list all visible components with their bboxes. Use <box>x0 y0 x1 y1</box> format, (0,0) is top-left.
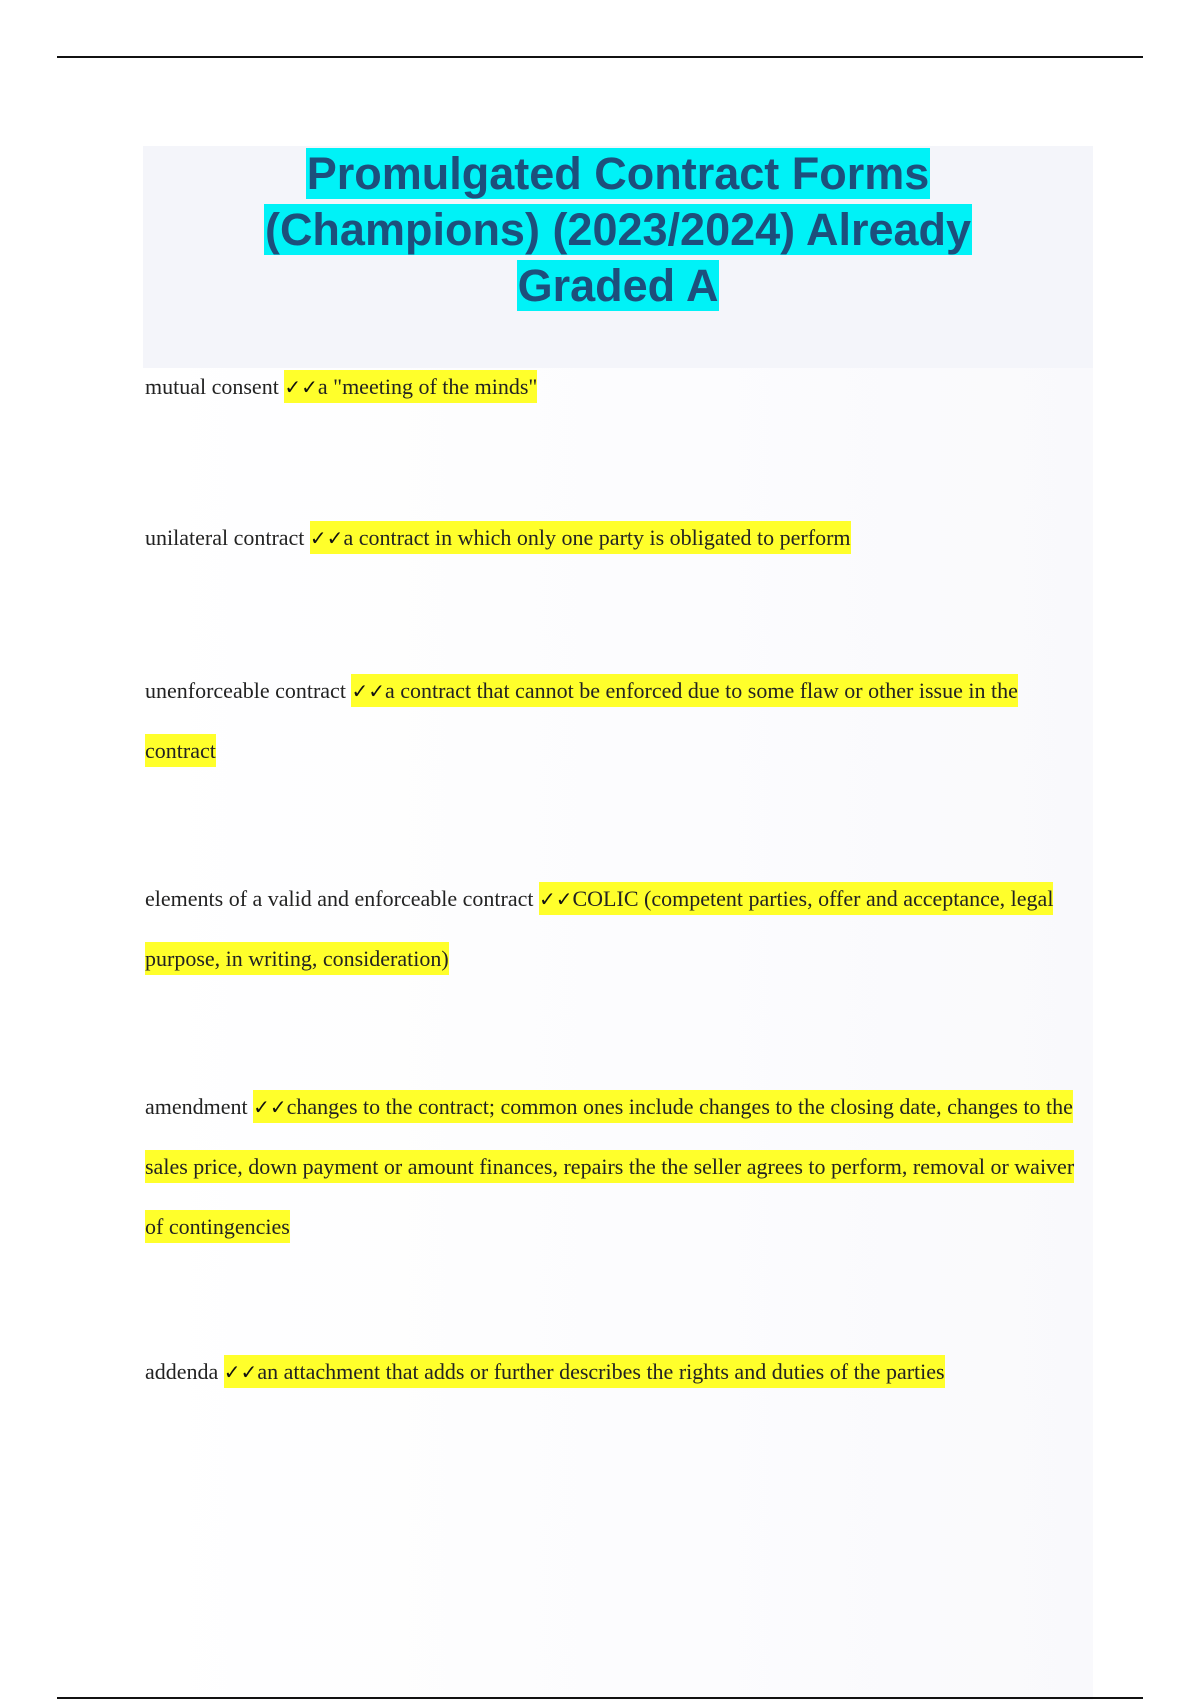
entry-term: unenforceable contract <box>145 678 346 703</box>
double-check-icon: ✓✓ <box>351 679 385 703</box>
double-check-icon: ✓✓ <box>284 375 318 399</box>
entry-definition: a "meeting of the minds" <box>317 374 538 399</box>
flashcard-entry-unenforceable-contract <box>145 661 1085 781</box>
entry-term: addenda <box>145 1359 219 1384</box>
double-check-icon: ✓✓ <box>223 1360 258 1384</box>
flashcard-entry-unilateral-contract <box>145 508 1085 568</box>
entry-definition: COLIC (competent parties, offer and acceptance, legal purpose, in writing, consideration) <box>145 886 1054 971</box>
entry-definition: a contract in which only one party is obligated to perform <box>343 525 851 550</box>
double-check-icon: ✓✓ <box>309 526 344 550</box>
entry-term: elements of a valid and enforceable contract <box>145 886 534 911</box>
top-rule <box>57 56 1143 58</box>
double-check-icon: ✓✓ <box>253 1095 287 1119</box>
flashcard-entry-addenda <box>145 1342 1085 1402</box>
title-line-3: Graded A <box>517 260 719 311</box>
entry-definition: a contract that cannot be enforced due to some flaw or other issue in the contract <box>145 678 1018 763</box>
title-line-2: (Champions) (2023/2024) Already <box>264 204 972 255</box>
entry-term: mutual consent <box>145 374 279 399</box>
entry-term: amendment <box>145 1094 248 1119</box>
flashcard-entry-elements-of-contract <box>145 869 1085 989</box>
entry-definition: changes to the contract; common ones include changes to the closing date, changes to the sales price, down payment or amount finances, repairs the the seller agrees to perform, removal or waiver of contingencies <box>145 1094 1075 1239</box>
title-line-1: Promulgated Contract Forms <box>306 148 930 199</box>
entry-definition: an attachment that adds or further describes the rights and duties of the parties <box>257 1359 945 1384</box>
bottom-rule <box>57 1697 1143 1699</box>
flashcard-entry-mutual-consent <box>145 357 1085 417</box>
entry-term: unilateral contract <box>145 525 305 550</box>
flashcard-entry-amendment <box>145 1077 1085 1257</box>
document-title <box>143 146 1093 314</box>
double-check-icon: ✓✓ <box>538 887 573 911</box>
